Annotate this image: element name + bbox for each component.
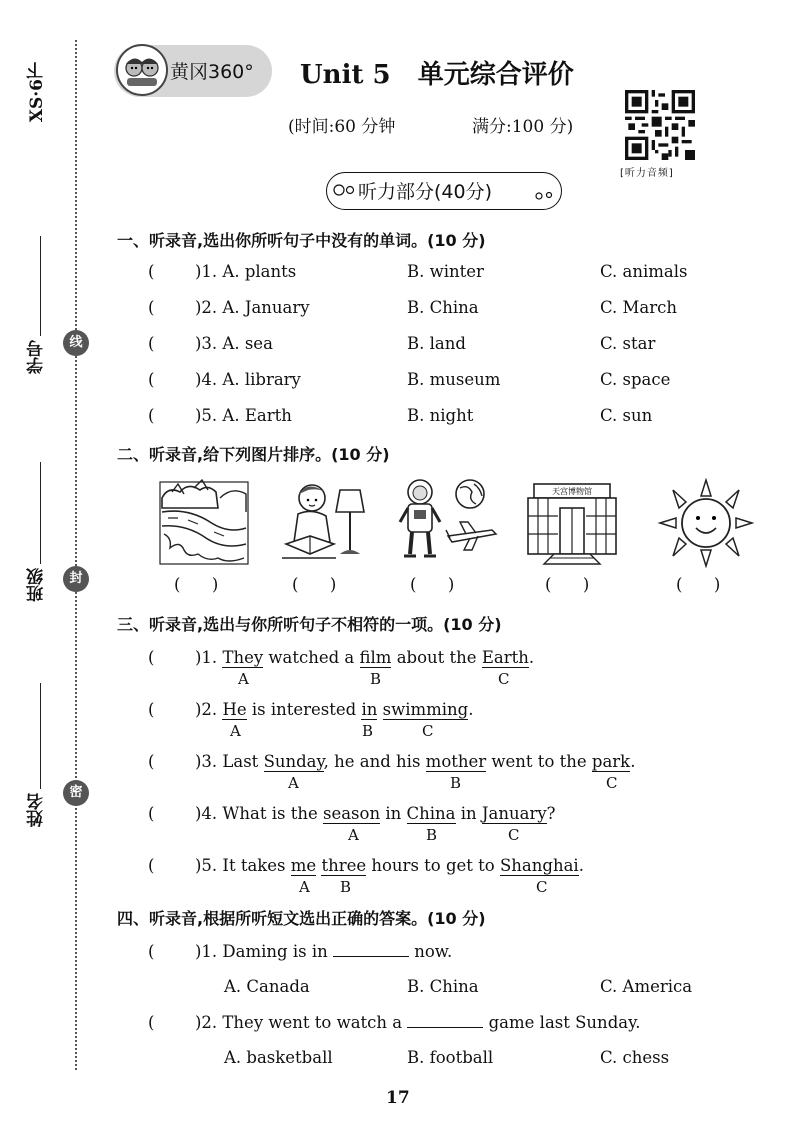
score-info: 满分:100 分) xyxy=(472,117,574,137)
answer-blank[interactable] xyxy=(333,956,409,957)
picture-5-answer[interactable]: ( ) xyxy=(676,575,721,594)
picture-3-answer[interactable]: ( ) xyxy=(410,575,455,594)
name-label: 姓名 xyxy=(27,793,47,827)
sun-picture xyxy=(656,478,756,568)
section4-heading: 四、听录音,根据所听短文选出正确的答案。(10 分) xyxy=(117,909,486,928)
name-line xyxy=(40,683,41,789)
landscape-picture xyxy=(158,478,250,568)
seal-feng: 封 xyxy=(63,566,89,592)
student-no-line xyxy=(40,236,41,336)
series-code: XS·6下 xyxy=(27,62,47,123)
banner-left-bubbles-icon xyxy=(332,178,358,202)
section1-heading: 一、听录音,选出你所听句子中没有的单词。(10 分) xyxy=(117,231,486,250)
museum-picture xyxy=(524,478,624,568)
answer-blank[interactable] xyxy=(407,1027,483,1028)
seal-xian: 线 xyxy=(63,330,89,356)
class-label: 班级 xyxy=(27,568,47,602)
page-title: Unit 5 单元综合评价 xyxy=(300,60,574,90)
qr-code-icon[interactable] xyxy=(625,90,695,160)
banner-right-bubbles-icon xyxy=(534,186,558,204)
astronaut-plane-picture xyxy=(398,478,498,568)
seal-mi: 密 xyxy=(63,780,89,806)
qr-label: [听力音频] xyxy=(620,168,674,179)
time-info: (时间:60 分钟 xyxy=(288,117,396,137)
student-no-label: 学号 xyxy=(27,340,47,374)
class-line xyxy=(40,462,41,564)
binding-dashed-line xyxy=(75,40,77,1070)
brand-name: 黄冈360° xyxy=(170,61,254,83)
boy-reading-picture xyxy=(278,478,370,568)
section2-heading: 二、听录音,给下列图片排序。(10 分) xyxy=(117,445,390,464)
mascot-logo-icon xyxy=(114,42,170,98)
picture-1-answer[interactable]: ( ) xyxy=(174,575,219,594)
listening-banner-title: 听力部分(40分) xyxy=(358,181,493,203)
section3-heading: 三、听录音,选出与你所听句子不相符的一项。(10 分) xyxy=(117,615,502,634)
picture-2-answer[interactable]: ( ) xyxy=(292,575,337,594)
picture-4-answer[interactable]: ( ) xyxy=(545,575,590,594)
page-number: 17 xyxy=(386,1088,410,1108)
museum-sign-text: 天宫博物馆 xyxy=(552,487,592,496)
